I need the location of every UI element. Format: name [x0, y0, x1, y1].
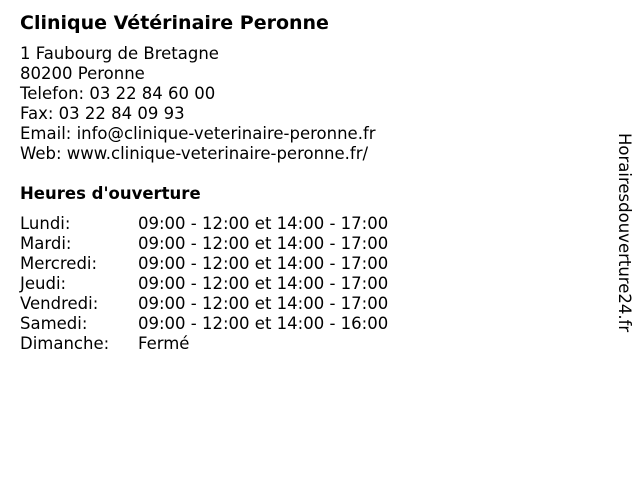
- phone-number: Telefon: 03 22 84 60 00: [20, 84, 216, 103]
- time-range: 09:00 - 12:00 et 14:00 - 17:00: [138, 214, 389, 233]
- fax-number: Fax: 03 22 84 09 93: [20, 104, 185, 123]
- website-url: Web: www.clinique-veterinaire-peronne.fr/: [20, 144, 369, 163]
- day-label: Mercredi:: [20, 254, 98, 273]
- day-label: Lundi:: [20, 214, 71, 233]
- address-line-1: 1 Faubourg de Bretagne: [20, 44, 219, 63]
- watermark-text: Horairesdouverture24.fr: [615, 133, 634, 333]
- day-label: Dimanche:: [20, 334, 110, 353]
- opening-hours-heading: Heures d'ouverture: [20, 184, 201, 203]
- time-range: 09:00 - 12:00 et 14:00 - 17:00: [138, 234, 389, 253]
- time-range: 09:00 - 12:00 et 14:00 - 16:00: [138, 314, 389, 333]
- day-label: Mardi:: [20, 234, 72, 253]
- day-label: Jeudi:: [20, 274, 67, 293]
- day-label: Vendredi:: [20, 294, 99, 313]
- clinic-name: Clinique Vétérinaire Peronne: [20, 12, 329, 34]
- day-label: Samedi:: [20, 314, 88, 333]
- time-range: 09:00 - 12:00 et 14:00 - 17:00: [138, 274, 389, 293]
- time-range: 09:00 - 12:00 et 14:00 - 17:00: [138, 254, 389, 273]
- address-line-2: 80200 Peronne: [20, 64, 145, 83]
- email-address: Email: info@clinique-veterinaire-peronne.fr: [20, 124, 376, 143]
- contact-info: [20, 44, 376, 164]
- time-range: 09:00 - 12:00 et 14:00 - 17:00: [138, 294, 389, 313]
- time-range: Fermé: [138, 334, 190, 353]
